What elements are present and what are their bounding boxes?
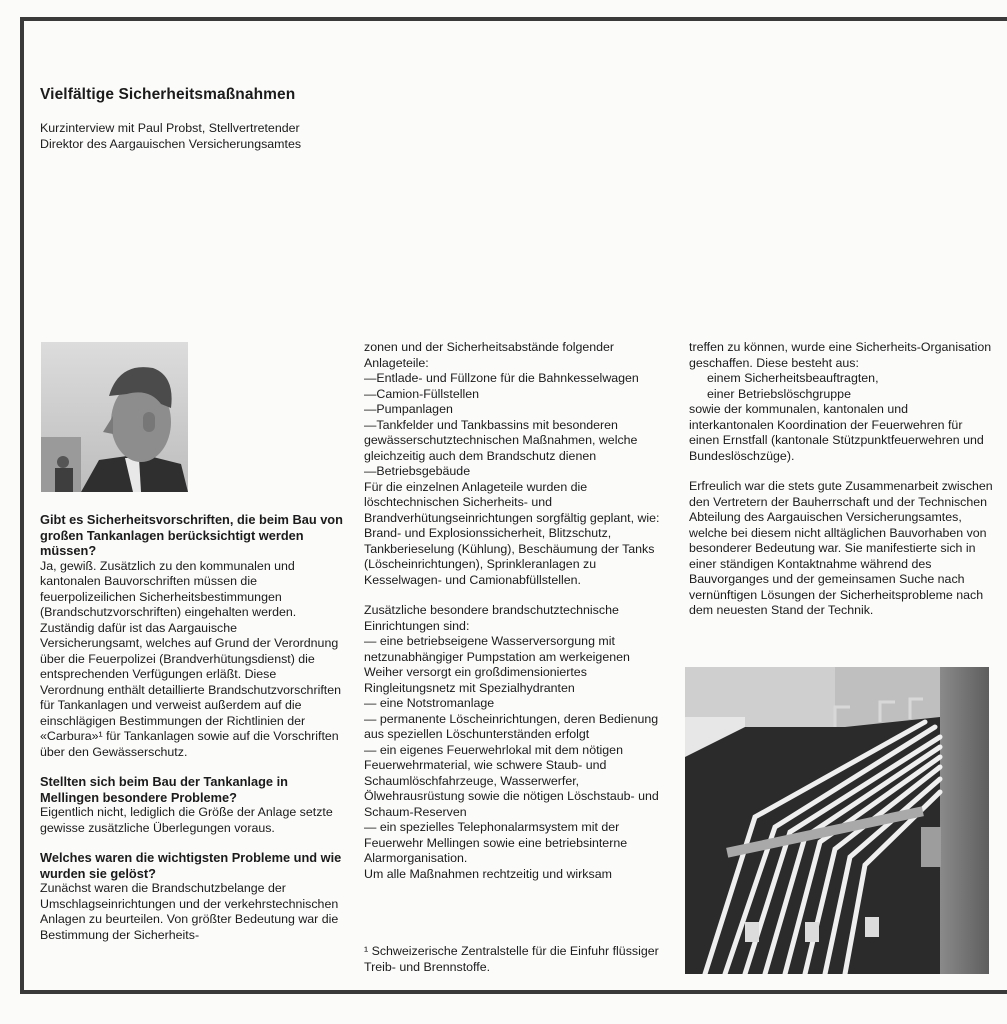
list-item: —Pumpanlagen	[364, 402, 453, 416]
article-subtitle	[40, 120, 370, 152]
column-3	[689, 340, 994, 619]
list-item: —Entlade- und Füllzone für die Bahnkesselwagen	[364, 371, 639, 385]
subtitle-line: Kurzinterview mit Paul Probst, Stellvertretender	[40, 121, 300, 135]
paragraph: Zusätzliche besondere brandschutztechnische Einrichtungen sind:	[364, 603, 619, 633]
list-item: — ein eigenes Feuerwehrlokal mit dem nötigen Feuerwehrmaterial, wie schwere Staub- und Schaumlöschfahrzeuge, Wasserwerfer, Ölwehrausrüstung sowie die nötigen Löschstaub- und Schaum-Reserven	[364, 742, 659, 819]
paragraph: treffen zu können, wurde eine Sicherheits-Organisation geschaffen. Diese besteht aus:	[689, 340, 992, 370]
list-item: einer Betriebslöschgruppe	[707, 386, 851, 401]
paragraph: Um alle Maßnahmen rechtzeitig und wirksam	[364, 866, 612, 881]
pipeline-photo	[685, 667, 989, 974]
paragraph: zonen und der Sicherheitsabstände folgender Anlageteile:	[364, 340, 615, 370]
question-2: Stellten sich beim Bau der Tankanlage in Mellingen besondere Probleme?	[40, 774, 288, 805]
list-item: einem Sicherheitsbeauftragten,	[707, 371, 879, 385]
question-3: Welches waren die wichtigsten Probleme und wie wurden sie gelöst?	[40, 850, 342, 881]
question-1: Gibt es Sicherheitsvorschriften, die beim Bau von großen Tankanlagen berücksichtigt werden müssen?	[40, 512, 343, 558]
list-item: —Betriebsgebäude	[364, 464, 471, 478]
column-1	[40, 512, 343, 943]
paragraph: Für die einzelnen Anlageteile wurden die löschtechnischen Sicherheits- und Brandverhütungseinrichtungen sorgfältig geplant, wie: Brand- und Explosionssicherheit, Blitzschutz, Tankberieselung (Kühlung), Beschäumung der Tanks (Löscheinrichtungen), Sprinkleranlagen zu Kesselwagen- und Camionabfüllstellen.	[364, 479, 660, 587]
answer-3: Zunächst waren die Brandschutzbelange der Umschlagseinrichtungen und der verkehrstechnischen Anlagen zu beurteilen. Von größter Bedeutung war die Bestimmung der Sicherheits-	[40, 881, 339, 942]
column-2	[364, 340, 668, 882]
list-item: — permanente Löscheinrichtungen, deren Bedienung aus speziellen Löschunterständen erfolgt	[364, 711, 659, 741]
paragraph: Erfreulich war die stets gute Zusammenarbeit zwischen den Vertretern der Bauherrschaft und der Technischen Abteilung des Aargauischen Versicherungsamtes, welche bei diesem nicht alltäglichen Bauvorhaben von besonderer Bedeutung war. Sie manifestierte sich in einer ständigen Kontaktnahme während des Bauvorganges und der gemeinsamen Suche nach vernünftigen Lösungen der Sicherheitsprobleme nach dem neuesten Stand der Technik.	[689, 479, 993, 617]
list-item: —Tankfelder und Tankbassins mit besonderen gewässerschutztechnischen Maßnahmen, welche gleichzeitig auch dem Brandschutz dienen	[364, 417, 638, 463]
list-item: — eine betriebseigene Wasserversorgung mit netzunabhängiger Pumpstation am werkeigenen Weiher versorgt ein großdimensioniertes Ringleitungsnetz mit Spezialhydranten	[364, 634, 630, 695]
portrait-photo	[41, 342, 188, 492]
answer-2: Eigentlich nicht, lediglich die Größe der Anlage setzte gewisse zusätzliche Überlegungen voraus.	[40, 805, 333, 835]
answer-1: Ja, gewiß. Zusätzlich zu den kommunalen und kantonalen Bauvorschriften müssen die feuerpolizeilichen Sicherheitsbestimmungen (Brandschutzvorschriften) eingehalten werden. Zuständig dafür ist das Aargauische Versicherungsamt, welches auf Grund der Verordnung über die Feuerpolizei (Brandverhütungsdienst) die entsprechenden Verfügungen erläßt. Diese Verordnung enthält detaillierte Brandschutzvorschriften für Tankanlagen und verweist außerdem auf die einschlägigen Bestimmungen der Richtlinien der «Carbura»¹ für Tankanlagen sowie auf die Vorschriften über den Gewässerschutz.	[40, 558, 341, 759]
subtitle-line: Direktor des Aargauischen Versicherungsamtes	[40, 137, 302, 151]
list-item: —Camion-Füllstellen	[364, 386, 479, 401]
list-item: — ein spezielles Telephonalarmsystem mit der Feuerwehr Mellingen sowie eine betriebsinterne Alarmorganisation.	[364, 820, 628, 865]
footnote: ¹ Schweizerische Zentralstelle für die Einfuhr flüssiger Treib- und Brennstoffe.	[364, 944, 659, 974]
list-item: — eine Notstromanlage	[364, 696, 495, 710]
article-title: Vielfältige Sicherheitsmaßnahmen	[40, 86, 296, 103]
paragraph: sowie der kommunalen, kantonalen und interkantonalen Koordination der Feuerwehren für einen Ernstfall (kantonale Stützpunktfeuerwehren und Bundeslöschzüge).	[689, 402, 984, 463]
